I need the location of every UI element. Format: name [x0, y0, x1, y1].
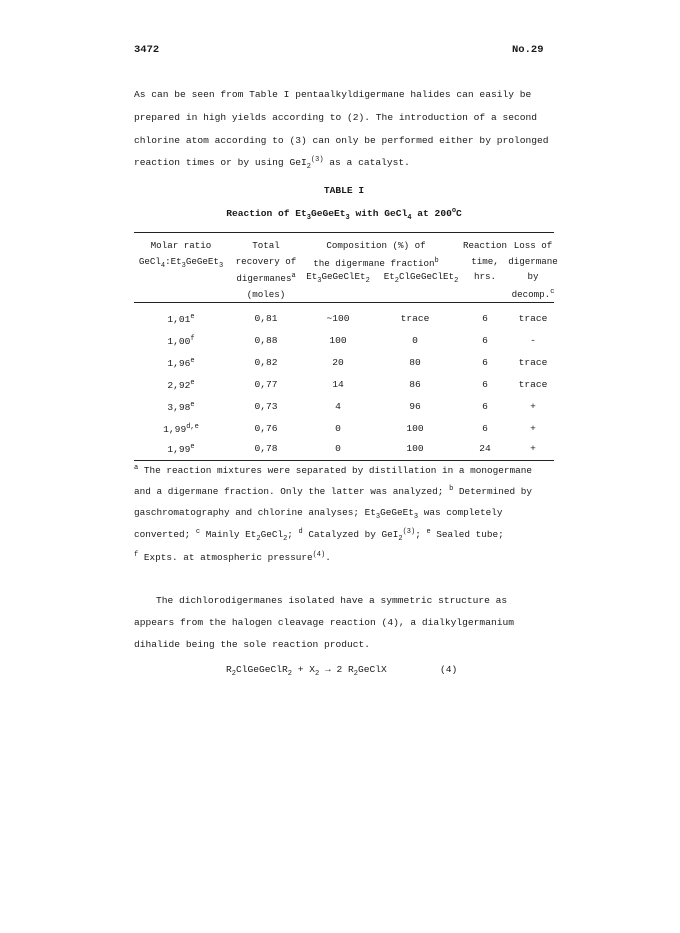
- cell-time: 6: [482, 423, 488, 434]
- para2-line-2: appears from the halogen cleavage reaction (4), a dialkylgermanium: [134, 617, 514, 628]
- header-total-recovery: Total recovery of digermanes$^a$ (moles): [235, 240, 297, 300]
- cell-time: 6: [482, 401, 488, 412]
- cell-dichloro: 0: [412, 335, 418, 346]
- cell-loss: trace: [518, 313, 548, 324]
- cell-monochloro: 20: [332, 357, 344, 368]
- cell-ratio: 1,99e: [167, 443, 195, 456]
- footnote-line-1: $^a$ The reaction mixtures were separated by distillation in a monogermane: [134, 464, 533, 477]
- cell-ratio: 1,00$^f$: [167, 335, 195, 348]
- header-dichloro: $Et_2ClGeGeClEt_2$: [383, 271, 459, 285]
- intro-line-4: reaction times or by using GeI$_2^{(3)}$ as a catalyst.: [134, 156, 410, 172]
- footnote-line-2: and a digermane fraction. Only the latter was analyzed; $^b$ Determined by: [134, 485, 533, 498]
- table-header-rule: [134, 302, 554, 303]
- footnote-line-3: gaschromatography and chlorine analyses; $Et_3GeGeEt_3$ was completely: [134, 507, 503, 521]
- table-caption: Reaction of $Et_3GeGeEt_3$ with GeCl$_4$ at 200$^o$C: [226, 207, 462, 223]
- table-bottom-rule: [134, 460, 554, 461]
- header-loss: Loss of digermane by decomp.$^c$: [508, 240, 558, 300]
- para2-line-1: The dichlorodigermanes isolated have a symmetric structure as: [156, 595, 508, 606]
- cell-loss: -: [530, 335, 536, 346]
- cell-dichloro: trace: [400, 313, 430, 324]
- cell-recovery: 0,76: [254, 423, 278, 434]
- reaction-arrow-icon: →: [325, 664, 331, 675]
- cell-dichloro: 80: [409, 357, 421, 368]
- intro-line-2: prepared in high yields according to (2). The introduction of a second: [134, 112, 538, 123]
- cell-monochloro: 0: [335, 423, 341, 434]
- cell-loss: trace: [518, 357, 548, 368]
- cell-time: 6: [482, 313, 488, 324]
- intro-line-3: chlorine atom according to (3) can only be performed either by prolonged: [134, 135, 549, 146]
- cell-recovery: 0,81: [254, 313, 278, 324]
- cell-time: 6: [482, 335, 488, 346]
- cell-recovery: 0,77: [254, 379, 278, 390]
- footnote-line-4: converted; $^c$ Mainly $Et_2GeCl_2$; $^d$ Catalyzed by GeI$_2^{(3)}$; $^e$ Sealed tube;: [134, 528, 504, 543]
- cell-dichloro: 100: [406, 443, 424, 454]
- cell-monochloro: 4: [335, 401, 341, 412]
- header-composition: Composition (%) of the digermane fraction$^b$: [313, 240, 439, 269]
- cell-dichloro: 96: [409, 401, 421, 412]
- cell-loss: +: [530, 423, 536, 434]
- cell-ratio: 1,99$^{d,e}$: [163, 423, 199, 436]
- table-label: TABLE I: [323, 185, 365, 196]
- journal-issue: No.29: [512, 44, 544, 56]
- cell-recovery: 0,88: [254, 335, 278, 346]
- page-number: 3472: [134, 44, 160, 56]
- equation: $R_2ClGeGeClR_2 + X_2 \to 2$ $R_2GeClX$: [226, 664, 387, 678]
- cell-monochloro: 14: [332, 379, 344, 390]
- cell-loss: +: [530, 443, 536, 454]
- intro-line-1: As can be seen from Table I pentaalkyldigermane halides can easily be: [134, 89, 532, 100]
- para2-line-3: dihalide being the sole reaction product.: [134, 639, 371, 650]
- cell-ratio: 2,92e: [167, 379, 195, 392]
- cell-time: 6: [482, 379, 488, 390]
- cell-recovery: 0,73: [254, 401, 278, 412]
- cell-recovery: 0,82: [254, 357, 278, 368]
- cell-monochloro: 0: [335, 443, 341, 454]
- header-molar-ratio: Molar ratio $GeCl_4:Et_3GeGeEt_3$: [138, 240, 224, 270]
- cell-ratio: 3,98e: [167, 401, 195, 414]
- equation-number: (4): [440, 664, 458, 675]
- footnote-line-5: $^f$ Expts. at atmospheric pressure$^{(4)}$.: [134, 551, 331, 564]
- cell-loss: +: [530, 401, 536, 412]
- cell-time: 24: [479, 443, 491, 454]
- cell-ratio: 1,96e: [167, 357, 195, 370]
- header-reaction-time: Reaction time, hrs.: [462, 240, 508, 282]
- cell-recovery: 0,78: [254, 443, 278, 454]
- cell-dichloro: 86: [409, 379, 421, 390]
- table-top-rule: [134, 232, 554, 233]
- cell-monochloro: ~100: [326, 313, 350, 324]
- cell-loss: trace: [518, 379, 548, 390]
- cell-dichloro: 100: [406, 423, 424, 434]
- header-monochloro: $Et_3GeGeClEt_2$: [306, 271, 370, 285]
- cell-ratio: 1,01e: [167, 313, 195, 326]
- cell-monochloro: 100: [329, 335, 347, 346]
- cell-time: 6: [482, 357, 488, 368]
